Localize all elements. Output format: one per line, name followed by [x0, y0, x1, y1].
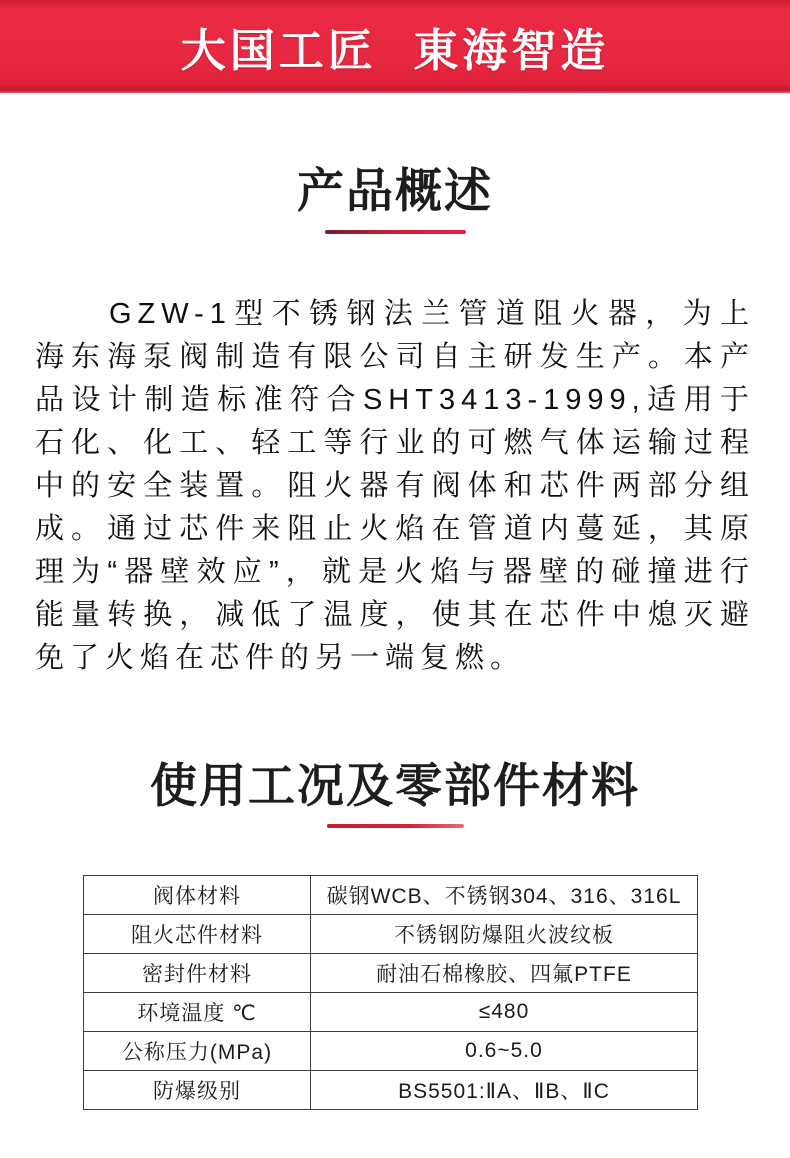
row-label: 环境温度 ℃: [84, 993, 311, 1032]
table-row: [84, 1032, 698, 1071]
row-value: 耐油石棉橡胶、四氟PTFE: [311, 954, 698, 993]
title-underline-overview: [325, 230, 466, 234]
row-label: 阀体材料: [84, 876, 311, 915]
section-title-overview: 产品概述: [297, 164, 493, 217]
row-value: 0.6~5.0: [311, 1032, 698, 1071]
section-materials: [0, 760, 790, 1111]
row-value: ≤480: [311, 993, 698, 1032]
table-row: [84, 1071, 698, 1110]
table-row: [84, 876, 698, 915]
row-label: 密封件材料: [84, 954, 311, 993]
materials-table: [83, 875, 698, 1110]
row-label: 公称压力(MPa): [84, 1032, 311, 1071]
row-value: BS5501:ⅡA、ⅡB、ⅡC: [311, 1071, 698, 1110]
table-row: [84, 993, 698, 1032]
row-value: 不锈钢防爆阻火波纹板: [311, 915, 698, 954]
row-label: 防爆级别: [84, 1071, 311, 1110]
section-title-materials: 使用工况及零部件材料: [150, 758, 640, 812]
title-underline-materials: [327, 824, 464, 828]
section-overview: [0, 165, 790, 680]
table-row: [84, 954, 698, 993]
row-label: 阻火芯件材料: [84, 915, 311, 954]
row-value: 碳钢WCB、不锈钢304、316、316L: [311, 876, 698, 915]
product-description: GZW-1型不锈钢法兰管道阻火器，为上海东海泵阀制造有限公司自主研发生产。本产品设计制造标准符合SHT3413-1999,适用于石化、化工、轻工等行业的可燃气体运输过程中的安全装置。阻火器有阀体和芯件两部分组成。通过芯件来阻止火焰在管道内蔓延，其原理为“器壁效应”，就是火焰与器壁的碰撞进行能量转换，减低了温度，使其在芯件中熄灭避免了火焰在芯件的另一端复燃。: [35, 297, 755, 674]
table-row: [84, 915, 698, 954]
banner-title: 大国工匠 東海智造: [180, 25, 610, 76]
top-banner: [0, 0, 790, 93]
